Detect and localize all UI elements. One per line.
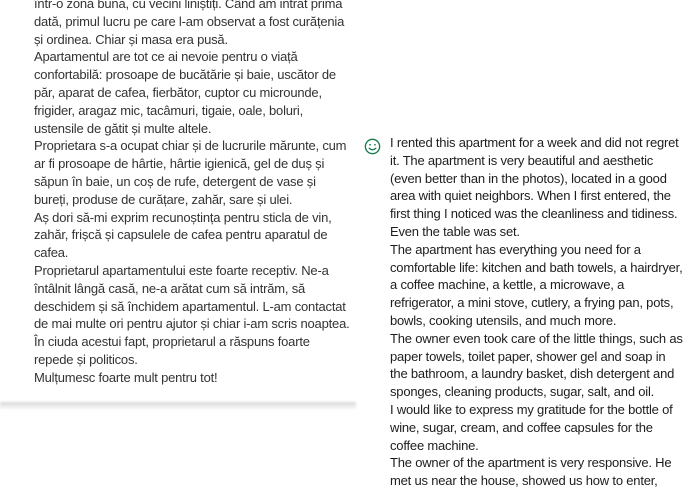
smiley-icon [364,138,381,155]
review-paragraph: Proprietara s-a ocupat chiar și de lucrurile mărunte, cum ar fi prosoape de hârtie, hârtie igienică, gel de duș și săpun în baie, un coș de rufe, detergent de vase și bureți, produse de curățare, zahăr, sare și ulei. [34,138,347,207]
review-paragraph: Proprietarul apartamentului este foarte receptiv. Ne-a întâlnit lângă casă, ne-a arătat cum să intrăm, să deschidem și să închidem apartamentul. L-am contactat de mai multe ori pentru ajutor și chiar i-am scris noaptea. În ciuda acestui fapt, proprietarul a răspuns foarte repede și politicos. [34,262,350,367]
review-paragraph: I would like to express my gratitude for the bottle of wine, sugar, cream, and coffee capsules for the coffee machine. [390,401,673,453]
review-paragraph: The owner of the apartment is very responsive. He met us near the house, showed us how to enter, [390,455,672,489]
review-paragraph: I rented this apartment for a week and did not regret it. The apartment is very beautiful and aesthetic (even better than in the photos), located in a good area with quiet neighbors. When I first entered, the first thing I noticed was the cleanliness and tidiness. Even the table was set. [390,135,679,239]
review-paragraph: The owner even took care of the little things, such as paper towels, toilet paper, shower gel and soap in the bathroom, a laundry basket, dish detergent and sponges, cleaning products, sugar, salt, and oil. [390,330,683,400]
review-paragraph: Aș dori să-mi exprim recunoștința pentru sticla de vin, zahăr, frișcă și capsulele de cafea pentru aparatul de cafea. [34,209,332,261]
translated-review-panel [390,134,686,490]
review-paragraph: într-o zonă bună, cu vecini liniștiți. Când am intrat prima dată, primul lucru pe care l-am observat a fost curățenia și ordinea. Chiar și masa era pusă. [34,0,345,47]
review-paragraph: Apartamentul are tot ce ai nevoie pentru o viață confortabilă: prosoape de bucătărie și baie, uscător de păr, aparat de cafea, fierbător, cuptor cu microunde, frigider, aragaz mic, tacâmuri, tigaie, oale, boluri, ustensile de gătit și multe altele. [34,49,336,136]
screenshot-edge-shadow [0,402,356,410]
review-paragraph: The apartment has everything you need for a comfortable life: kitchen and bath towels, a hairdryer, a coffee machine, a kettle, a microwave, a refrigerator, a mini stove, cutlery, a frying pan, pots, bowls, cooking utensils, and much more. [390,241,683,328]
original-review-panel [34,0,351,387]
review-paragraph: Mulțumesc foarte mult pentru tot! [34,369,218,385]
